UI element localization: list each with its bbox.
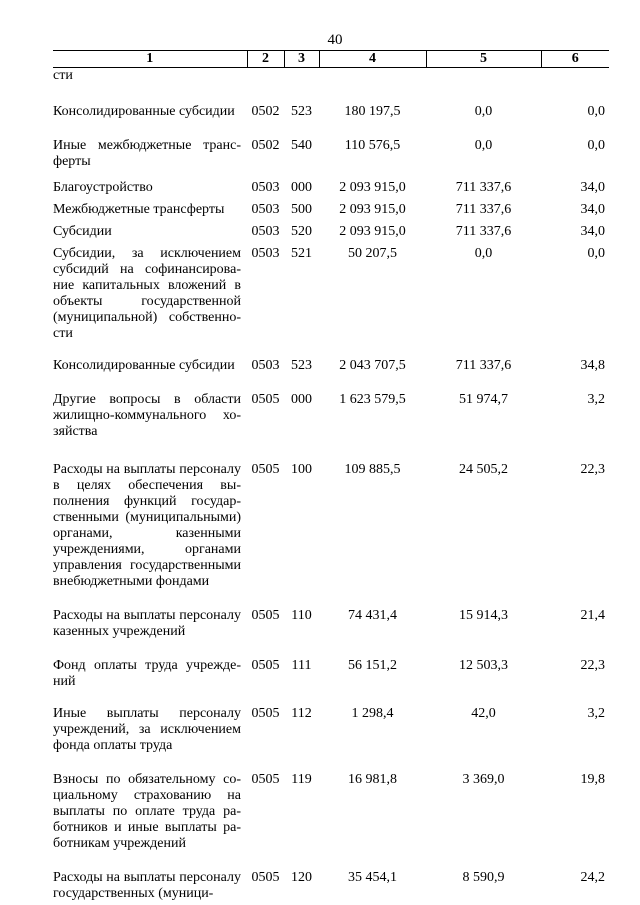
- row-plan-cell: 110 576,5: [344, 138, 401, 153]
- row-name-cell: Расходы на выплаты персоналу казенных учреждений: [53, 608, 241, 639]
- table-row: [53, 870, 609, 902]
- row-percent-cell: 19,8: [580, 772, 605, 787]
- row-fact-cell: 51 974,7: [459, 392, 508, 407]
- row-name-cell: Консолидированные субсидии: [53, 358, 235, 373]
- row-code-cell: 523: [291, 104, 312, 119]
- header-col-2: 2: [247, 51, 284, 68]
- table-header: [53, 51, 609, 68]
- row-code-cell: 520: [291, 224, 312, 239]
- budget-table-container: [53, 50, 609, 902]
- row-fact-cell: 0,0: [474, 138, 493, 153]
- row-percent-cell: 3,2: [587, 706, 605, 721]
- table-row: [53, 608, 609, 640]
- header-col-4: 4: [319, 51, 426, 68]
- row-plan-cell: 50 207,5: [348, 246, 397, 261]
- row-code-cell: 120: [291, 870, 312, 885]
- table-row: [53, 462, 609, 590]
- row-plan-cell: 1 298,4: [351, 706, 394, 721]
- row-name-cell: Благоустройство: [53, 180, 153, 195]
- row-plan-cell: 56 151,2: [348, 658, 397, 673]
- row-plan-cell: 35 454,1: [348, 870, 397, 885]
- table-row: [53, 246, 609, 342]
- header-col-1: 1: [53, 51, 247, 68]
- row-name-cell: Фонд оплаты труда учреждений: [53, 658, 241, 689]
- row-code-cell: 521: [291, 246, 312, 261]
- header-col-3: 3: [284, 51, 319, 68]
- table-row: [53, 358, 609, 374]
- row-spacer: [53, 120, 609, 138]
- row-name-cell: Консолидированные субсидии: [53, 104, 235, 119]
- row-section-cell: 0505: [251, 706, 280, 721]
- row-section-cell: 0503: [251, 180, 280, 195]
- row-percent-cell: 24,2: [580, 870, 605, 885]
- row-spacer: [53, 590, 609, 608]
- row-section-cell: 0503: [251, 358, 280, 373]
- row-name-cell: Субсидии, за исключением субсидий на софинансирование капитальных вложений в объекты государственной (муниципальной) собственности: [53, 246, 241, 341]
- continuation-row: [53, 68, 609, 85]
- table-row: [53, 180, 609, 196]
- row-name-cell: Иные выплаты персоналу учреждений, за исключением фонда оплаты труда: [53, 706, 241, 753]
- row-name-cell: Взносы по обязательному социальному страхованию на выплаты по оплате труда работников и иные выплаты работникам учреждений: [53, 772, 241, 851]
- row-name-cell: Межбюджетные трансферты: [53, 202, 225, 217]
- table-row: [53, 202, 609, 218]
- row-plan-cell: 16 981,8: [348, 772, 397, 787]
- row-spacer: [53, 440, 609, 462]
- row-spacer: [53, 84, 609, 104]
- row-spacer: [53, 640, 609, 658]
- row-plan-cell: 2 043 707,5: [339, 358, 406, 373]
- row-code-cell: 119: [291, 772, 312, 787]
- header-col-6: 6: [541, 51, 609, 68]
- row-percent-cell: 21,4: [580, 608, 605, 623]
- row-name-cell: Иные межбюджетные трансферты: [53, 138, 241, 169]
- row-fact-cell: 0,0: [474, 104, 493, 119]
- continuation-text: сти: [53, 68, 73, 83]
- row-fact-cell: 711 337,6: [455, 180, 512, 195]
- row-name-cell: Субсидии: [53, 224, 112, 239]
- row-section-cell: 0505: [251, 658, 280, 673]
- row-fact-cell: 24 505,2: [459, 462, 508, 477]
- table-body: [53, 68, 609, 903]
- row-spacer: [53, 342, 609, 358]
- row-code-cell: 000: [291, 392, 312, 407]
- table-row: [53, 772, 609, 852]
- table-row: [53, 658, 609, 690]
- row-section-cell: 0503: [251, 202, 280, 217]
- row-code-cell: 100: [291, 462, 312, 477]
- row-spacer: [53, 690, 609, 706]
- row-section-cell: 0502: [251, 138, 280, 153]
- row-percent-cell: 22,3: [580, 658, 605, 673]
- row-percent-cell: 0,0: [587, 104, 605, 119]
- row-section-cell: 0503: [251, 246, 280, 261]
- row-percent-cell: 34,0: [580, 224, 605, 239]
- row-percent-cell: 34,0: [580, 180, 605, 195]
- row-percent-cell: 34,0: [580, 202, 605, 217]
- row-spacer: [53, 170, 609, 180]
- row-code-cell: 500: [291, 202, 312, 217]
- row-fact-cell: 711 337,6: [455, 358, 512, 373]
- row-section-cell: 0502: [251, 104, 280, 119]
- row-section-cell: 0503: [251, 224, 280, 239]
- row-section-cell: 0505: [251, 462, 280, 477]
- row-plan-cell: 1 623 579,5: [339, 392, 406, 407]
- row-code-cell: 540: [291, 138, 312, 153]
- row-percent-cell: 22,3: [580, 462, 605, 477]
- row-spacer: [53, 852, 609, 870]
- row-plan-cell: 2 093 915,0: [339, 202, 406, 217]
- row-percent-cell: 0,0: [587, 246, 605, 261]
- row-plan-cell: 2 093 915,0: [339, 180, 406, 195]
- row-name-cell: Расходы на выплаты персоналу в целях обеспечения выполнения функций государственными (муниципальными) органами, казенными учреждениями, органами управления государственными внебюджетными фондами: [53, 462, 241, 589]
- row-fact-cell: 15 914,3: [459, 608, 508, 623]
- table-row: [53, 224, 609, 240]
- table-row: [53, 706, 609, 754]
- row-plan-cell: 109 885,5: [344, 462, 401, 477]
- row-fact-cell: 8 590,9: [462, 870, 505, 885]
- row-name-cell: Расходы на выплаты персоналу государственных (муници-: [53, 870, 241, 901]
- row-percent-cell: 34,8: [580, 358, 605, 373]
- row-plan-cell: 74 431,4: [348, 608, 397, 623]
- header-col-5: 5: [426, 51, 541, 68]
- page-number: 40: [327, 32, 343, 48]
- row-section-cell: 0505: [251, 772, 280, 787]
- row-fact-cell: 42,0: [471, 706, 496, 721]
- row-section-cell: 0505: [251, 392, 280, 407]
- table-row: [53, 392, 609, 440]
- budget-table: [53, 50, 609, 902]
- row-section-cell: 0505: [251, 870, 280, 885]
- row-code-cell: 110: [291, 608, 312, 623]
- row-section-cell: 0505: [251, 608, 280, 623]
- row-code-cell: 523: [291, 358, 312, 373]
- row-plan-cell: 2 093 915,0: [339, 224, 406, 239]
- table-row: [53, 104, 609, 120]
- row-code-cell: 111: [291, 658, 312, 673]
- row-code-cell: 112: [291, 706, 312, 721]
- row-name-cell: Другие вопросы в области жилищно-коммунального хозяйства: [53, 392, 241, 439]
- row-spacer: [53, 754, 609, 772]
- row-fact-cell: 0,0: [474, 246, 493, 261]
- row-fact-cell: 711 337,6: [455, 202, 512, 217]
- row-fact-cell: 711 337,6: [455, 224, 512, 239]
- row-percent-cell: 3,2: [587, 392, 605, 407]
- row-spacer: [53, 374, 609, 392]
- row-fact-cell: 12 503,3: [459, 658, 508, 673]
- row-fact-cell: 3 369,0: [462, 772, 505, 787]
- row-percent-cell: 0,0: [587, 138, 605, 153]
- row-plan-cell: 180 197,5: [344, 104, 401, 119]
- row-code-cell: 000: [291, 180, 312, 195]
- table-row: [53, 138, 609, 170]
